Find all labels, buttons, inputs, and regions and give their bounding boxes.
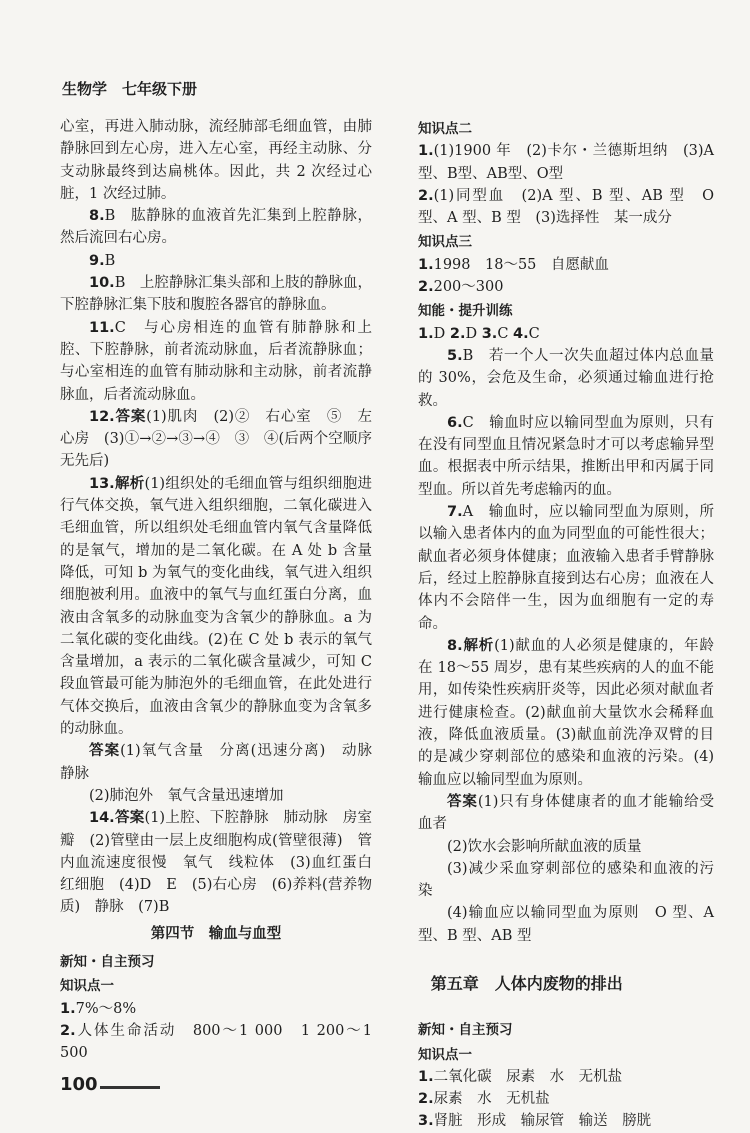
answer-13 bbox=[60, 473, 372, 741]
q-number: 11. bbox=[89, 319, 115, 336]
answer-9 bbox=[60, 250, 372, 272]
item-1 bbox=[418, 140, 714, 185]
answer-text: B 肱静脉的血液首先汇集到上腔静脉，然后流回右心房。 bbox=[60, 208, 372, 247]
subheading-training: 知能・提升训练 bbox=[418, 303, 513, 320]
page-number-rule bbox=[100, 1086, 160, 1089]
q-number: 3. bbox=[418, 1113, 434, 1130]
answer-5 bbox=[418, 345, 714, 412]
answer-text: B 上腔静脉汇集头部和上肢的静脉血，下腔静脉汇集下肢和腹腔各器官的静脉血。 bbox=[60, 275, 372, 314]
q-number: 14. bbox=[89, 810, 115, 827]
answer-text: 7%～8% bbox=[75, 1000, 137, 1017]
q-number: 1. bbox=[418, 1068, 434, 1085]
left-column bbox=[60, 116, 387, 1064]
q-number: 10. bbox=[89, 275, 115, 292]
answer-text: (1)1900 年 (2)卡尔・兰德斯坦纳 (3)A型、B型、AB型、O型 bbox=[418, 143, 714, 182]
running-header: 生物学 七年级下册 bbox=[62, 80, 198, 98]
answer-text: 尿素 水 无机盐 bbox=[433, 1091, 550, 1108]
answer-8-answer bbox=[418, 791, 714, 836]
answer-text: 200～300 bbox=[433, 279, 504, 296]
answer-text: (1)只有身体健康者的血才能输给受血者 bbox=[418, 793, 714, 833]
item-2 bbox=[418, 185, 714, 230]
q-number: 4. bbox=[513, 325, 529, 342]
answer-text: (1)同型血 (2)A 型、B 型、AB 型 O 型、A 型、B 型 (3)选择性 某一成分 bbox=[418, 187, 714, 227]
answer-text: B 若一个人一次失血超过体内总血量的 30%，会危及生命，必须通过输血进行抢救。 bbox=[418, 347, 714, 409]
q-number: 1. bbox=[418, 143, 434, 160]
answer-8-part3: (3)减少采血穿刺部位的感染和血液的污染 bbox=[418, 860, 714, 900]
answer-14 bbox=[60, 807, 387, 918]
chapter-title: 第五章 人体内废物的排出 bbox=[430, 973, 623, 993]
answer-text: 肾脏 形成 输尿管 输送 膀胱 bbox=[433, 1113, 652, 1130]
answer-13-answer bbox=[60, 740, 387, 785]
answer-text: (1)献血的人必须是健康的，年龄在 18～55 周岁，患有某些疾病的人的血不能用，如传染性疾病肝炎等，因此必须对献血者进行健康检查。(2)献血前大量饮水会稀释血液，降低血液质量。(3)献血前洗净双臂的目的是减少穿刺部位的感染和血液的污染。(4)输血应以输同型血为原则。 bbox=[418, 637, 715, 788]
answer-6 bbox=[418, 412, 714, 501]
answers-1-4 bbox=[418, 323, 714, 345]
answer-13-part2: (2)肺泡外 氧气含量迅速增加 bbox=[89, 787, 284, 804]
answer-10 bbox=[60, 272, 372, 317]
analysis-label: 解析 bbox=[462, 637, 495, 654]
answer-text: (1)氧气含量 分离(迅速分离) 动脉 静脉 bbox=[60, 743, 387, 782]
paragraph: 心室，再进入肺动脉，流经肺部毛细血管，由肺静脉回到左心房，进入左心室，再经主动脉、分支动脉最终到达扁桃体。因此，共 2 次经过心脏，1 次经过肺。 bbox=[60, 119, 372, 202]
item-2 bbox=[418, 276, 714, 298]
answer-text: C 与心房相连的血管有肺静脉和上腔、下腔静脉，前者流动脉血，后者流静脉血；与心室相连的血管有肺动脉和主动脉，前者流静脉血，后者流动脉血。 bbox=[60, 319, 372, 403]
q-number: 1. bbox=[418, 325, 434, 342]
q-number: 9. bbox=[89, 252, 105, 269]
knowledge-point-2: 知识点二 bbox=[418, 121, 472, 137]
knowledge-point-3: 知识点三 bbox=[418, 234, 472, 251]
answer-11 bbox=[60, 317, 372, 406]
q-number: 1. bbox=[418, 256, 434, 273]
subheading-preview: 新知・自主预习 bbox=[60, 953, 155, 970]
q-number: 5. bbox=[447, 347, 463, 364]
answer-8-part2: (2)饮水会影响所献血液的质量 bbox=[447, 838, 642, 855]
answer-label: 答案 bbox=[114, 810, 145, 827]
subheading-preview: 新知・自主预习 bbox=[418, 1022, 513, 1039]
answer-text: C bbox=[497, 325, 509, 342]
answer-text: 1998 18～55 自愿献血 bbox=[433, 256, 609, 273]
q-number: 2. bbox=[418, 1091, 434, 1108]
answer-text: D bbox=[433, 325, 446, 342]
q-number: 12. bbox=[89, 408, 115, 425]
section-title: 第四节 输血与血型 bbox=[150, 925, 282, 942]
answer-text: C 输血时应以输同型血为原则，只有在没有同型血且情况紧急时才可以考虑输异型血。根据表中所示结果，推断出甲和丙属于同型血。所以首先考虑输丙的血。 bbox=[418, 414, 714, 498]
knowledge-point-1: 知识点一 bbox=[418, 1046, 472, 1063]
item-2 bbox=[60, 1020, 372, 1065]
answer-label: 答案 bbox=[447, 793, 478, 810]
answer-8-part4: (4)输血应以输同型血为原则 O 型、A 型、B 型、AB 型 bbox=[418, 905, 714, 944]
knowledge-point-1: 知识点一 bbox=[60, 978, 114, 995]
answer-12 bbox=[60, 406, 372, 473]
item-1 bbox=[418, 254, 714, 276]
page-number: 100 bbox=[60, 1074, 98, 1095]
q-number: 3. bbox=[481, 325, 498, 342]
answer-7 bbox=[418, 501, 714, 635]
answer-text: D bbox=[465, 325, 478, 342]
item-2 bbox=[418, 1088, 714, 1110]
answer-text: A 输血时，应以输同型血为原则，所以输入患者体内的血为同型血的可能性很大；献血者必须身体健康；血液输入患者手臂静脉后，经过上腔静脉直接到达右心房；血液在人体内不会陪伴一生，因为血细胞有一定的寿命。 bbox=[418, 504, 714, 632]
answer-label: 答案 bbox=[89, 743, 121, 760]
right-column bbox=[418, 116, 714, 1133]
answer-8 bbox=[418, 635, 714, 791]
answer-text: (1)肌肉 (2)② 右心室 ⑤ 左心房 (3)①→②→③→④ ③ ④(后两个空顺序无先后) bbox=[60, 408, 373, 470]
q-number: 8. bbox=[89, 208, 105, 225]
answer-text: (1)组织处的毛细血管与组织细胞进行气体交换，氧气进入组织细胞，二氧化碳进入毛细血管，所以组织处毛细血管内氧气含量降低的是氧气，增加的是二氧化碳。在 A 处 b 含量降低，可知 b 为氧气的变化曲线，氧气进入组织细胞被利用。血液中的氧气与血红蛋白分离，血液由含氧多的动脉血变为含氧少的静脉血。a 为二氧化碳的变化曲线。(2)在 C 处 b 表示的氧气含量增加，a 表示的二氧化碳含量减少，可知 C 段血管最可能为肺泡外的毛细血管，在此处进行气体交换后，血液由含氧少的静脉血变为含氧多的动脉血。 bbox=[60, 475, 372, 738]
answer-8 bbox=[60, 205, 372, 250]
q-number: 2. bbox=[60, 1022, 76, 1039]
q-number: 1. bbox=[60, 1000, 76, 1017]
item-1 bbox=[60, 998, 372, 1020]
answer-label: 答案 bbox=[114, 408, 147, 425]
q-number: 2. bbox=[449, 325, 466, 342]
item-1 bbox=[418, 1066, 714, 1088]
q-number: 8. bbox=[447, 637, 463, 654]
q-number: 2. bbox=[418, 279, 434, 296]
answer-text: B bbox=[104, 252, 116, 269]
q-number: 6. bbox=[447, 414, 463, 431]
analysis-label: 解析 bbox=[114, 475, 145, 492]
q-number: 2. bbox=[418, 187, 434, 204]
answer-text: (1)上腔、下腔静脉 肺动脉 房室瓣 (2)管壁由一层上皮细胞构成(管壁很薄) 管内血流速度很慢 氧气 线粒体 (3)血红蛋白 红细胞 (4)D E (5)右心房 (6)养料(营养物质) 静脉 (7)B bbox=[60, 810, 387, 916]
q-number: 7. bbox=[447, 504, 463, 521]
q-number: 13. bbox=[89, 475, 115, 492]
item-3 bbox=[418, 1110, 714, 1132]
answer-text: 二氧化碳 尿素 水 无机盐 bbox=[433, 1068, 623, 1085]
answer-text: 人体生命活动 800～1 000 1 200～1 500 bbox=[60, 1022, 372, 1062]
answer-text: C bbox=[528, 325, 540, 342]
